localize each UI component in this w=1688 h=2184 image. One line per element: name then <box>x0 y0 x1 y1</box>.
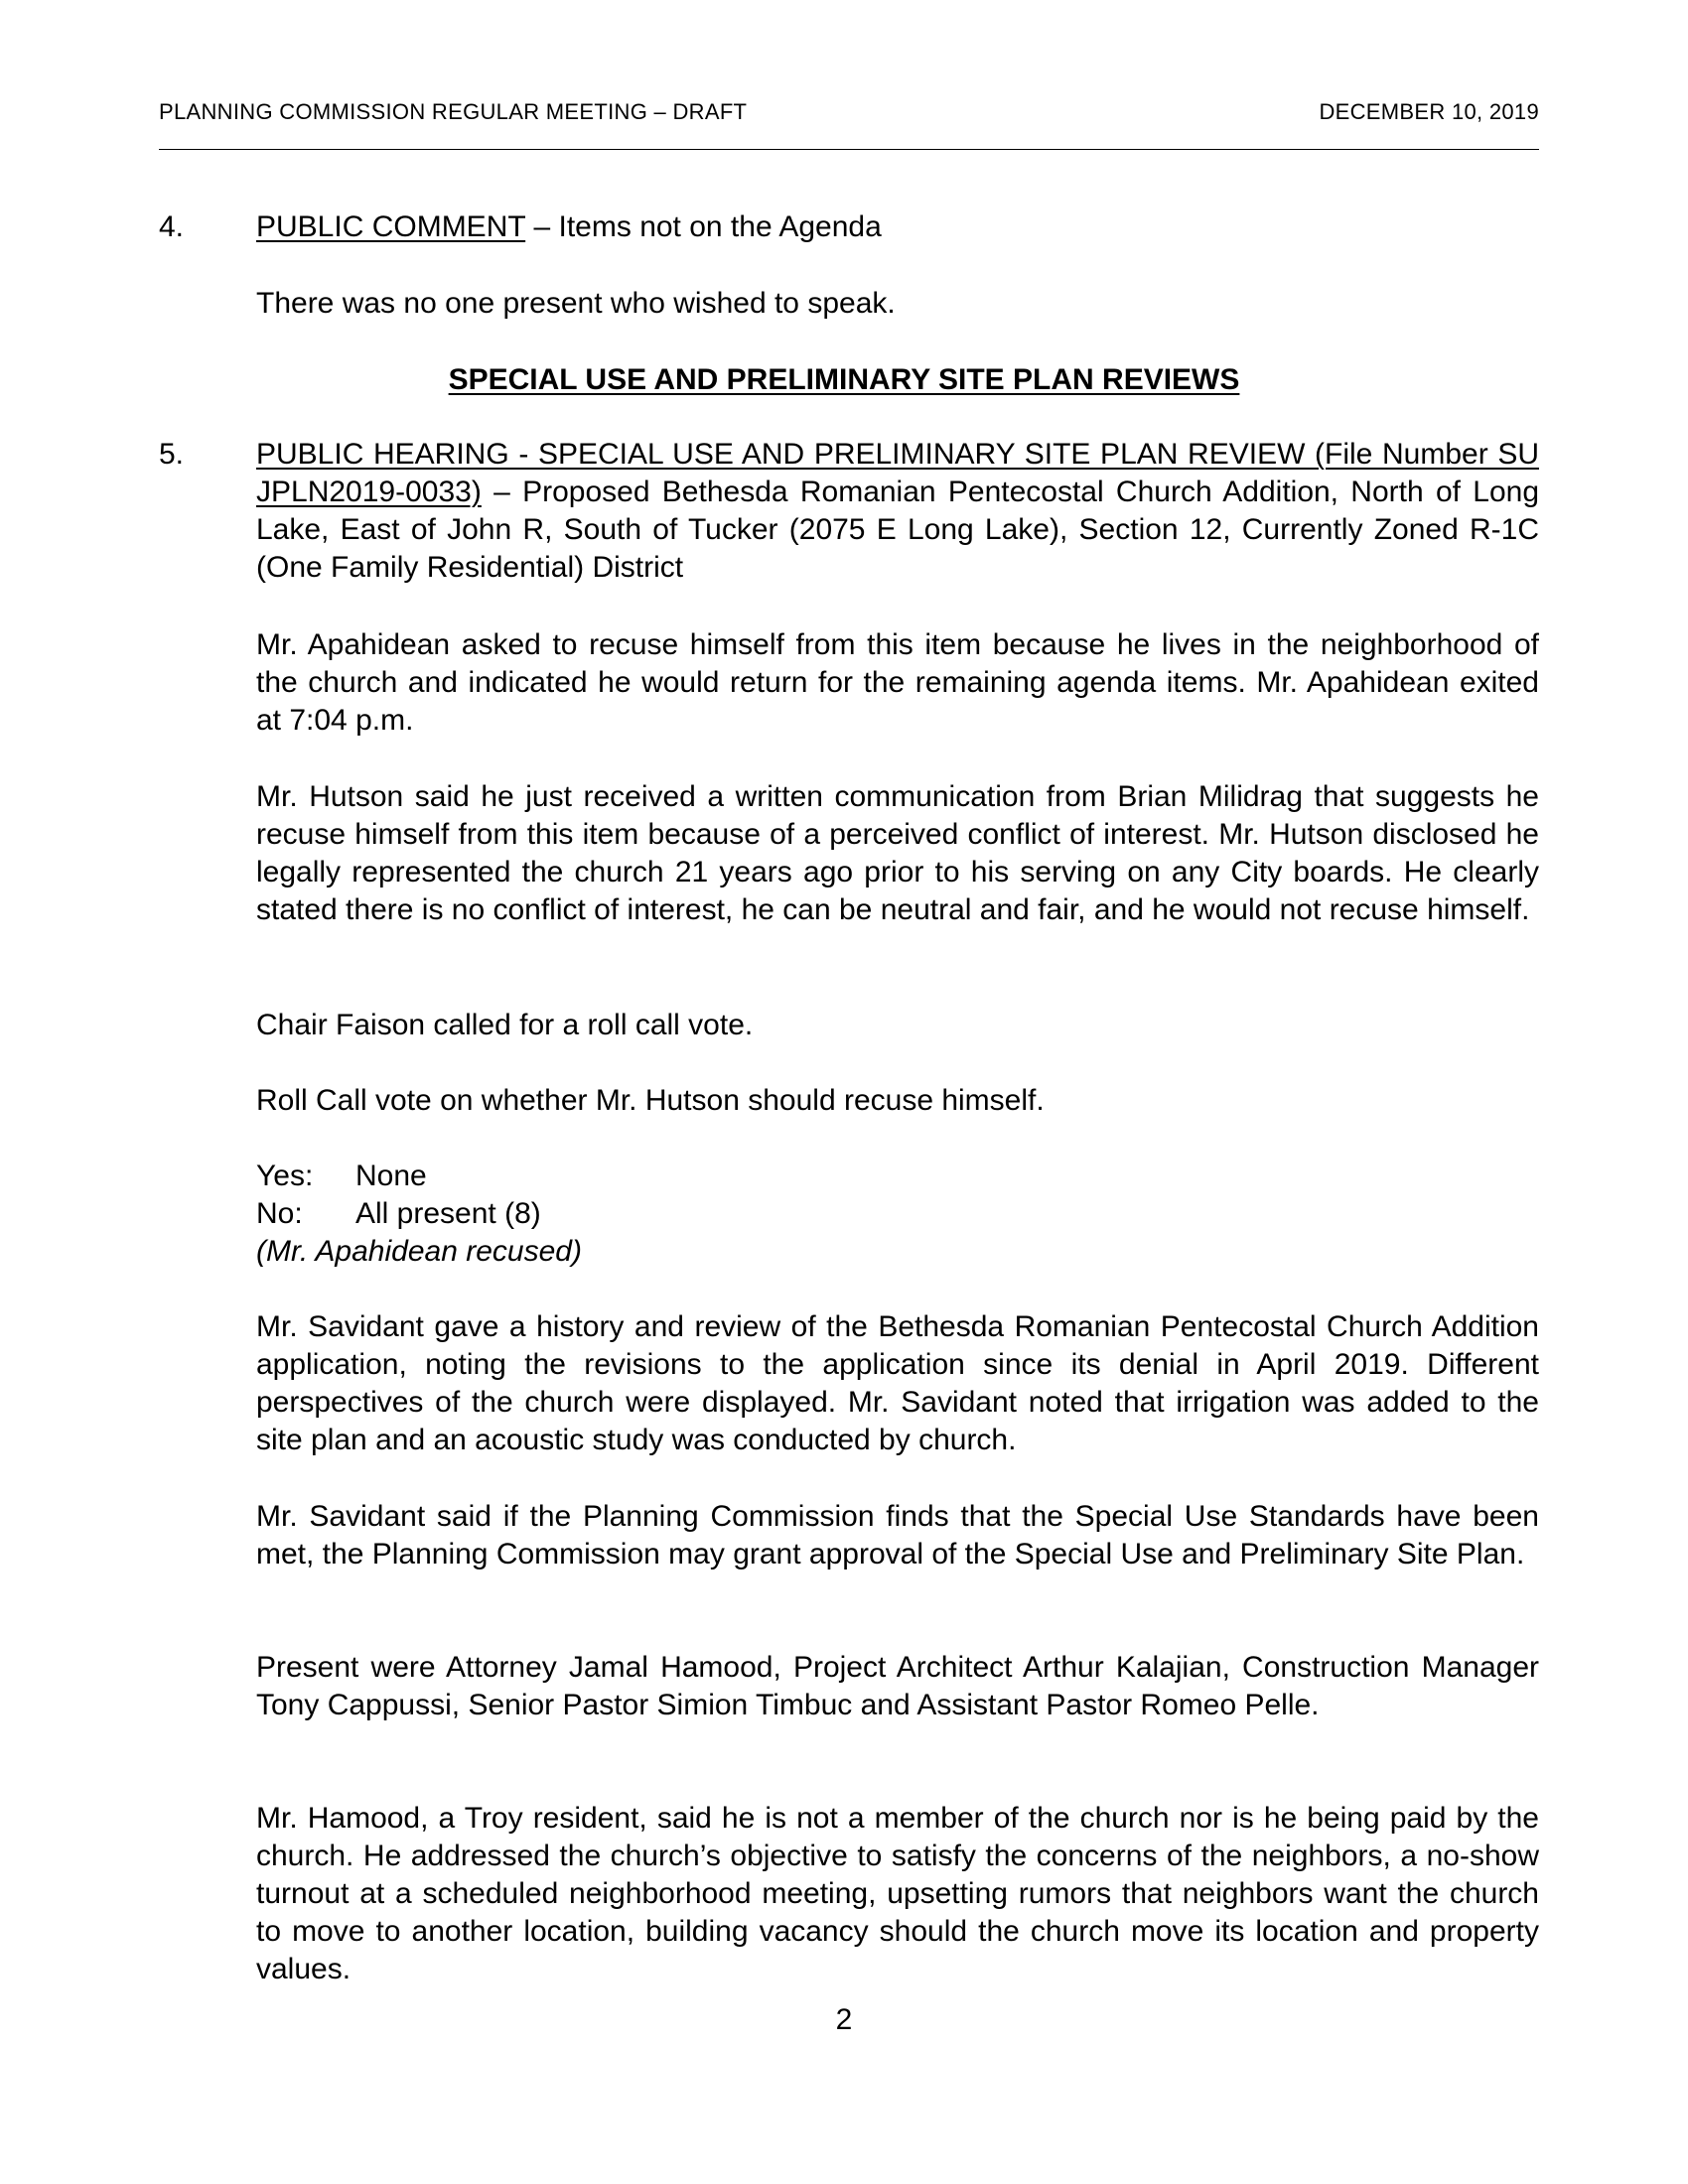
paragraph-hamood-statement: Mr. Hamood, a Troy resident, said he is not a member of the church nor is he being paid by the church. He addressed the church’s objective to satisfy the concerns of the neighbors, a no-show turnout at a scheduled neighborhood meeting, upsetting rumors that neighbors want the church to move to another location, building vacancy should the church move its location and property values. <box>256 1802 1539 1985</box>
item-4-title: PUBLIC COMMENT <box>256 210 526 243</box>
vote-no-row <box>256 1195 1539 1233</box>
vote-result <box>256 1158 1539 1271</box>
page-number: 2 <box>835 2003 853 2036</box>
item-5-heading <box>256 436 1539 587</box>
paragraph-recuse-apahidean: Mr. Apahidean asked to recuse himself from this item because he lives in the neighborhood of the church and indicated he would return for the remaining agenda items. Mr. Apahidean exited at 7:04 p.m. <box>256 628 1539 737</box>
paragraph-hutson-disclosure: Mr. Hutson said he just received a written communication from Brian Milidrag that suggests he recuse himself from this item because of a perceived conflict of interest. Mr. Hutson disclosed he legally represented the church 21 years ago prior to his serving on any City boards. He clearly stated there is no conflict of interest, he can be neutral and fair, and he would not recuse himself. <box>256 780 1539 926</box>
item-4-title-suffix: – Items not on the Agenda <box>525 210 882 243</box>
vote-note: (Mr. Apahidean recused) <box>256 1235 582 1268</box>
section-title <box>0 361 1688 399</box>
item-5-number: 5. <box>159 438 185 471</box>
paragraph-present-attendees: Present were Attorney Jamal Hamood, Project Architect Arthur Kalajian, Construction Manager Tony Cappussi, Senior Pastor Simion Timbuc and Assistant Pastor Romeo Pelle. <box>256 1651 1539 1721</box>
vote-yes-row <box>256 1158 1539 1195</box>
header-date: DECEMBER 10, 2019 <box>1319 99 1539 124</box>
vote-yes-value: None <box>355 1160 427 1192</box>
item-4-body: There was no one present who wished to speak. <box>256 287 896 320</box>
header-divider <box>159 149 1539 150</box>
vote-no-value: All present (8) <box>355 1197 541 1230</box>
item-5-title: PUBLIC HEARING - SPECIAL USE AND PRELIMINARY SITE PLAN REVIEW (File Number SU JPLN2019-0033) <box>256 438 1539 508</box>
item-4-number: 4. <box>159 210 185 243</box>
paragraph-savidant-approval: Mr. Savidant said if the Planning Commission finds that the Special Use Standards have been met, the Planning Commission may grant approval of the Special Use and Preliminary Site Plan. <box>256 1500 1539 1570</box>
vote-yes-label: Yes: <box>256 1160 314 1192</box>
item-5-title-suffix: – Proposed Bethesda Romanian Pentecostal Church Addition, North of Long Lake, East of John R, South of Tucker (2075 E Long Lake), Section 12, Currently Zoned R-1C (One Family Residential) District <box>256 476 1539 584</box>
section-title-text: SPECIAL USE AND PRELIMINARY SITE PLAN REVIEWS <box>448 363 1240 396</box>
paragraph-savidant-history: Mr. Savidant gave a history and review of the Bethesda Romanian Pentecostal Church Addition application, noting the revisions to the application since its denial in April 2019. Different perspectives of the church were displayed. Mr. Savidant noted that irrigation was added to the site plan and an acoustic study was conducted by church. <box>256 1310 1539 1456</box>
vote-no-label: No: <box>256 1197 303 1230</box>
paragraph-roll-call-request: Chair Faison called for a roll call vote. <box>256 1009 754 1041</box>
header-title: PLANNING COMMISSION REGULAR MEETING – DRAFT <box>159 99 748 124</box>
item-4-heading <box>256 208 1539 246</box>
paragraph-roll-call-topic: Roll Call vote on whether Mr. Hutson should recuse himself. <box>256 1084 1045 1117</box>
